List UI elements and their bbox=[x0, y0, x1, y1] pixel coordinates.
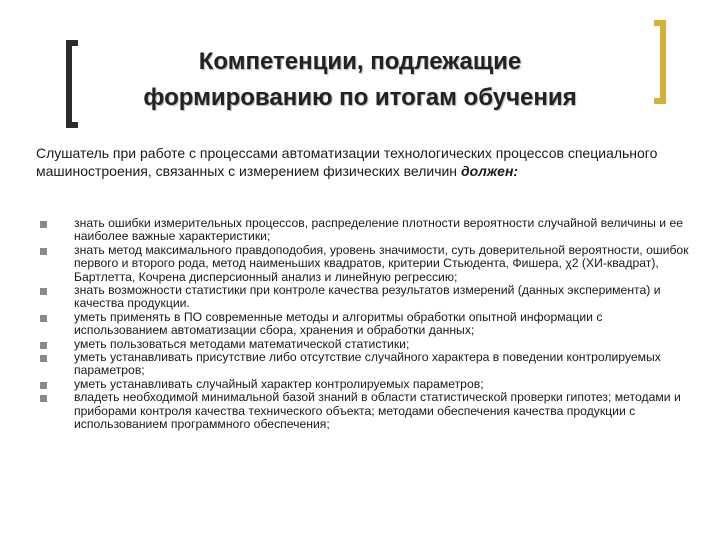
square-bullet-icon bbox=[40, 382, 47, 389]
list-item bbox=[40, 284, 690, 311]
square-bullet-icon bbox=[40, 395, 47, 402]
list-item-text: уметь применять в ПО современные методы и алгоритмы обработки опытной информации с использованием автоматизации сбора, хранения и обработки данных; bbox=[74, 309, 603, 338]
list-item-text: уметь устанавливать случайный характер контролируемых параметров; bbox=[74, 376, 484, 391]
list-item bbox=[40, 351, 690, 378]
list-item-text: уметь пользоваться методами математической статистики; bbox=[74, 336, 410, 351]
list-item bbox=[40, 244, 690, 284]
square-bullet-icon bbox=[40, 315, 47, 322]
list-item bbox=[40, 338, 690, 351]
list-item-text: знать ошибки измерительных процессов, распределение плотности вероятности случайной величины и ее наиболее важные характеристики; bbox=[74, 216, 684, 244]
right-bracket-decoration bbox=[654, 20, 666, 104]
competency-list bbox=[40, 217, 690, 432]
list-item bbox=[40, 391, 690, 431]
list-item bbox=[40, 217, 690, 244]
title-line-1: Компетенции, подлежащие bbox=[198, 48, 522, 75]
intro-paragraph bbox=[36, 144, 676, 180]
list-item-text: владеть необходимой минимальной базой знаний в области статистической проверки гипотез; методами и приборами контроля качества технического объекта; методами обеспечения качества продукции с использованием программного обеспечения; bbox=[74, 390, 681, 432]
intro-text: Слушатель при работе с процессами автоматизации технологических процессов специального машиностроения, связанных с измерением физических величин bbox=[36, 145, 658, 179]
list-item bbox=[40, 378, 690, 391]
square-bullet-icon bbox=[40, 288, 47, 295]
square-bullet-icon bbox=[40, 248, 47, 255]
square-bullet-icon bbox=[40, 221, 47, 228]
left-bracket-decoration bbox=[66, 40, 78, 128]
list-item-text: уметь устанавливать присутствие либо отсутствие случайного характера в поведении контролируемых параметров; bbox=[74, 350, 661, 378]
square-bullet-icon bbox=[40, 342, 47, 349]
list-item-text: знать метод максимального правдоподобия, уровень значимости, суть доверительной вероятности, ошибок первого и второго рода, метод наименьших квадратов, критерии Стьюдента, Фишера, χ2 (ХИ-квадрат), Бартлетта, Кочрена дисперсионный анализ и линейную регрессию; bbox=[74, 242, 689, 284]
slide-title bbox=[90, 44, 630, 116]
intro-emphasis: должен: bbox=[460, 163, 519, 179]
title-line-2: формированию по итогам обучения bbox=[143, 84, 577, 111]
square-bullet-icon bbox=[40, 355, 47, 362]
list-item bbox=[40, 311, 690, 338]
list-item-text: знать возможности статистики при контроле качества результатов измерений (данных эксперимента) и качества продукции. bbox=[74, 283, 661, 311]
